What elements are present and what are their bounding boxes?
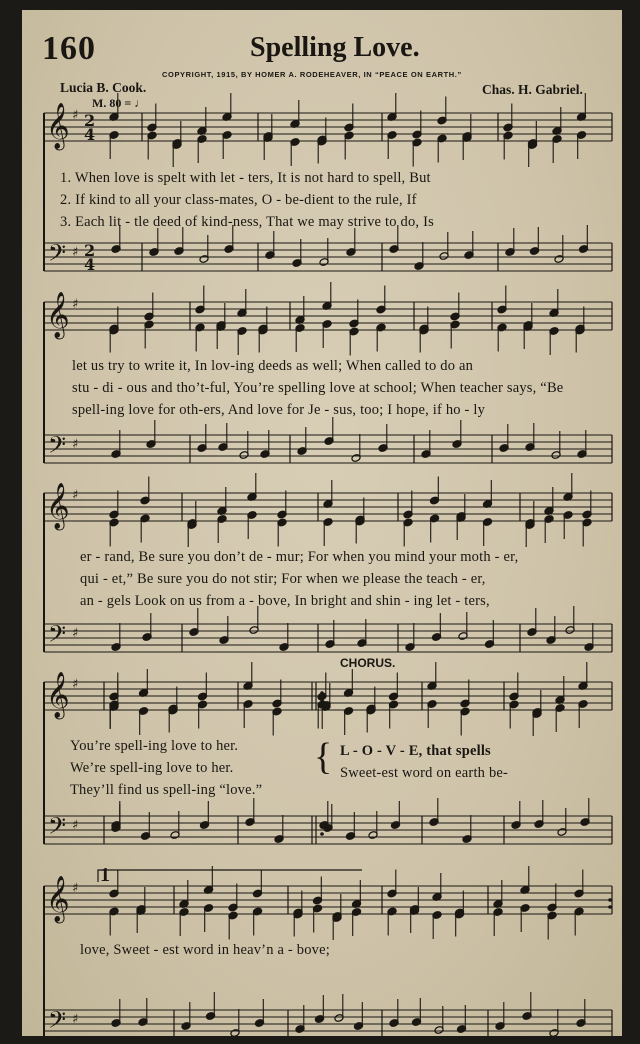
- key-sharp-icon: ♯: [72, 881, 79, 896]
- lyric-line: 2. If kind to all your class-mates, O - be-dient to the rule, If: [60, 192, 417, 208]
- repeat-dot: [320, 698, 324, 702]
- bass-clef-icon: 𝄢: [48, 1006, 67, 1036]
- key-sharp-icon: ♯: [72, 488, 79, 503]
- treble-clef-icon: 𝄞: [46, 103, 70, 149]
- key-sharp-icon: ♯: [72, 437, 79, 452]
- time-signature: 2: [84, 241, 96, 260]
- lyric-line: They’ll find us spell-ing “love.”: [70, 782, 263, 798]
- key-sharp-icon: ♯: [72, 677, 79, 692]
- chorus-lyric-line: Sweet-est word on earth be-: [340, 765, 509, 781]
- hymn-title: Spelling Love.: [250, 32, 420, 63]
- key-sharp-icon: ♯: [72, 1012, 79, 1027]
- time-signature: 2: [84, 111, 96, 130]
- lyric-line: let us try to write it, In lov-ing deeds as well; When called to do an: [72, 358, 474, 374]
- lyric-line: 3. Each lit - tle deed of kind-ness, That we may strive to do, Is: [60, 214, 434, 230]
- repeat-dot: [320, 691, 324, 695]
- repeat-dot: [608, 905, 612, 909]
- key-sharp-icon: ♯: [72, 297, 79, 312]
- bass-clef-icon: 𝄢: [48, 620, 67, 653]
- first-ending-bracket: [98, 870, 362, 882]
- key-sharp-icon: ♯: [72, 245, 79, 260]
- hymn-page: [22, 10, 622, 1036]
- bass-clef-icon: 𝄢: [48, 239, 67, 272]
- lyric-line: qui - et,” Be sure you do not stir; For when we please the teach - er,: [80, 571, 486, 587]
- time-signature: 4: [84, 125, 96, 144]
- time-signature: 4: [84, 255, 96, 274]
- lyric-line: You’re spell-ing love to her.: [70, 738, 239, 754]
- repeat-dot: [608, 898, 612, 902]
- lyric-line: an - gels Look on us from a - bove, In bright and shin - ing let - ters,: [80, 593, 490, 609]
- chorus-label: CHORUS.: [340, 656, 396, 670]
- treble-clef-icon: 𝄞: [46, 292, 70, 338]
- lyric-line: er - rand, Be sure you don’t de - mur; For when you mind your moth - er,: [80, 549, 519, 565]
- lyricist-credit: Lucia B. Cook.: [60, 80, 147, 95]
- treble-clef-icon: 𝄞: [46, 672, 70, 718]
- lyric-line: spell-ing love for oth-ers, And love for Je - sus, too; I hope, if ho - ly: [72, 402, 486, 418]
- treble-clef-icon: 𝄞: [46, 483, 70, 529]
- first-ending-number: 1: [100, 864, 110, 886]
- chorus-lyric-line: L - O - V - E, that spells: [340, 743, 491, 759]
- lyric-line: We’re spell-ing love to her.: [70, 760, 234, 776]
- key-sharp-icon: ♯: [72, 108, 79, 123]
- treble-clef-icon: 𝄞: [46, 876, 70, 922]
- lyric-line: stu - di - ous and tho’t-ful, You’re spelling love at school; When teacher says, “Be: [72, 380, 564, 396]
- bass-clef-icon: 𝄢: [48, 431, 67, 464]
- key-sharp-icon: ♯: [72, 626, 79, 641]
- bass-clef-icon: 𝄢: [48, 812, 67, 845]
- repeat-dot: [320, 832, 324, 836]
- repeat-dot: [320, 825, 324, 829]
- lyric-line: 1. When love is spelt with let - ters, It is not hard to spell, But: [60, 170, 431, 186]
- copyright-notice: COPYRIGHT, 1915, BY HOMER A. RODEHEAVER, IN “PEACE ON EARTH.”: [162, 70, 462, 79]
- tempo-marking: M. 80 = ♩: [92, 96, 147, 110]
- lyric-line: love, Sweet - est word in heav’n a - bove;: [80, 942, 330, 958]
- hymn-number: 160: [42, 30, 96, 67]
- composer-credit: Chas. H. Gabriel.: [482, 82, 583, 97]
- verse-brace: {: [314, 736, 333, 778]
- key-sharp-icon: ♯: [72, 818, 79, 833]
- music-notation: [22, 10, 622, 1036]
